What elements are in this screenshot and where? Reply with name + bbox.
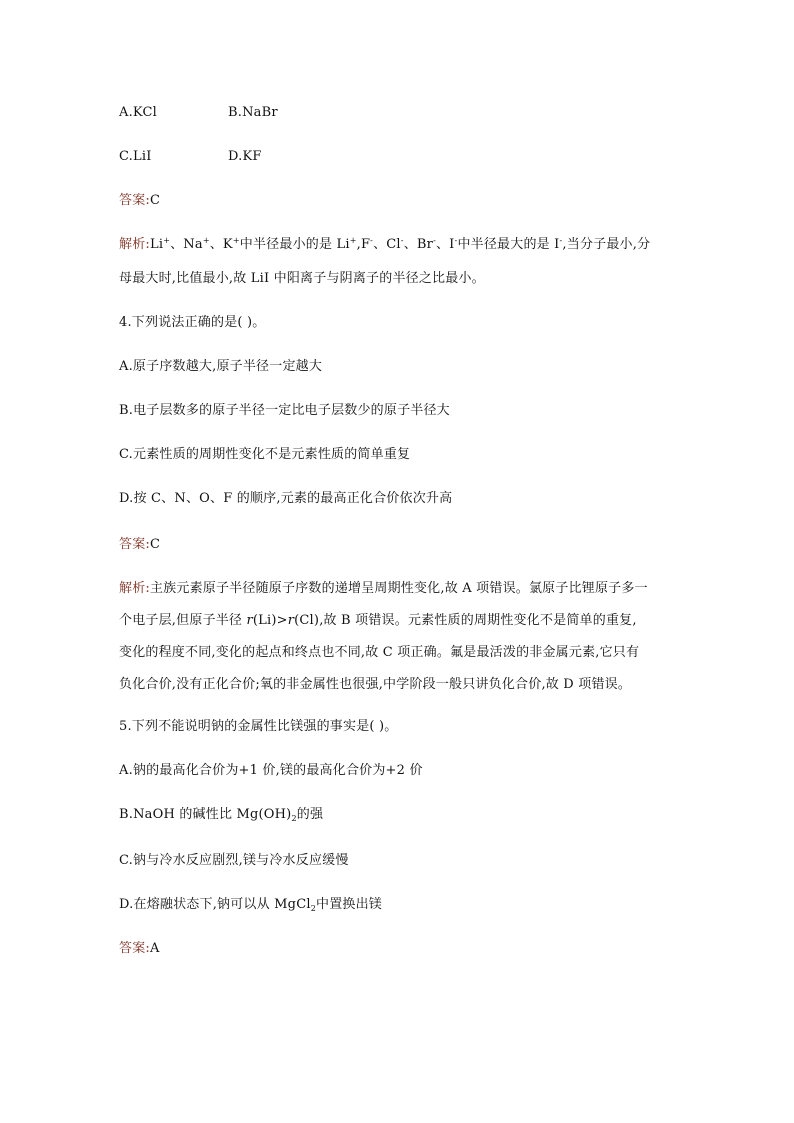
answer-label: 答案: — [119, 941, 150, 956]
q5-answer — [119, 940, 160, 958]
q4-analysis-line-1 — [119, 580, 648, 598]
q3-option-row-1 — [119, 104, 157, 122]
charge-plus: + — [232, 236, 240, 245]
q3-option-a: A.KCl — [119, 105, 157, 120]
option-text: 的强 — [296, 807, 324, 822]
ion-k: 、K — [209, 237, 233, 252]
subscript: 2 — [291, 814, 297, 823]
q3-option-b: B.NaBr — [228, 105, 278, 120]
q4-option-a — [119, 358, 322, 376]
question-stem: 5.下列不能说明钠的金属性比镁强的事实是( )。 — [119, 719, 398, 734]
option-text: 中置换出镁 — [316, 897, 383, 912]
q3-analysis-line-1 — [119, 236, 650, 254]
answer-value: A — [149, 941, 160, 956]
charge-plus: + — [349, 236, 357, 245]
q3-answer — [119, 192, 160, 210]
radius-symbol: r — [287, 613, 295, 628]
subscript: 2 — [310, 904, 316, 913]
q4-analysis-line-4 — [119, 676, 631, 694]
analysis-text: 主族元素原子半径随原子序数的递增呈周期性变化,故 A 项错误。氯原子比锂原子多一 — [149, 581, 648, 596]
charge-minus: - — [559, 236, 563, 245]
q5-option-d — [119, 896, 382, 914]
analysis-text: 负化合价,没有正化合价;氧的非金属性也很强,中学阶段一般只讲负化合价,故 D 项错误。 — [119, 677, 632, 692]
q5-option-c — [119, 852, 349, 870]
q4-option-b — [119, 402, 450, 420]
q4-option-c — [119, 446, 410, 464]
option-text: B.电子层数多的原子半径一定比电子层数少的原子半径大 — [119, 403, 450, 418]
option-text: B.NaOH 的碱性比 Mg(OH) — [119, 807, 292, 822]
ion-i: 、I — [435, 237, 455, 252]
ion-li: Li — [149, 237, 164, 252]
option-text: A.原子序数越大,原子半径一定越大 — [119, 359, 323, 374]
q5-stem — [119, 718, 397, 736]
ion-f: ,F — [356, 237, 371, 252]
q3-option-row-2 — [119, 148, 152, 166]
q3-option-c: C.LiI — [119, 149, 152, 164]
text-mid: 中半径最小的是 Li — [239, 237, 350, 252]
question-stem: 4.下列说法正确的是( )。 — [119, 315, 266, 330]
ion-cl: 、Cl — [373, 237, 401, 252]
analysis-label: 解析: — [119, 581, 150, 596]
q3-option-d-wrap — [228, 148, 262, 166]
ion-na: 、Na — [170, 237, 203, 252]
analysis-label: 解析: — [119, 237, 150, 252]
analysis-text: (Li)> — [252, 613, 288, 628]
q4-answer — [119, 536, 160, 554]
analysis-text: 变化的程度不同,变化的起点和终点也不同,故 C 项正确。氟是最活泼的非金属元素,它只有 — [119, 645, 640, 660]
option-text: A.钠的最高化合价为+1 价,镁的最高化合价为+2 价 — [119, 763, 423, 778]
ion-br: 、Br — [403, 237, 434, 252]
q4-option-d — [119, 490, 452, 508]
option-text: D.按 C、N、O、F 的顺序,元素的最高正化合价依次升高 — [119, 491, 453, 506]
q3-option-d: D.KF — [228, 149, 262, 164]
q5-option-b — [119, 806, 323, 824]
q4-stem — [119, 314, 265, 332]
charge-plus: + — [202, 236, 210, 245]
option-text: C.钠与冷水反应剧烈,镁与冷水反应缓慢 — [119, 853, 349, 868]
q5-option-a — [119, 762, 423, 780]
text-end: ,当分子最小,分 — [562, 237, 651, 252]
text-mid2: 中半径最大的是 I — [457, 237, 560, 252]
charge-minus: - — [400, 236, 404, 245]
q4-analysis-line-2 — [119, 612, 637, 630]
charge-minus: - — [433, 236, 436, 245]
option-text: C.元素性质的周期性变化不是元素性质的简单重复 — [119, 447, 411, 462]
charge-plus: + — [163, 236, 171, 245]
answer-label: 答案: — [119, 193, 150, 208]
answer-value: C — [149, 193, 161, 208]
charge-minus: - — [370, 236, 374, 245]
charge-minus: - — [454, 236, 458, 245]
answer-value: C — [149, 537, 161, 552]
analysis-text: 母最大时,比值最小,故 LiI 中阳离子与阴离子的半径之比最小。 — [119, 271, 485, 286]
radius-symbol: r — [246, 613, 253, 628]
option-text: D.在熔融状态下,钠可以从 MgCl — [119, 897, 311, 912]
analysis-text: 个电子层,但原子半径 — [119, 613, 247, 628]
analysis-text: (Cl),故 B 项错误。元素性质的周期性变化不是简单的重复, — [294, 613, 637, 628]
q3-analysis-line-2 — [119, 270, 485, 288]
answer-label: 答案: — [119, 537, 150, 552]
q4-analysis-line-3 — [119, 644, 639, 662]
q3-option-b-wrap — [228, 104, 278, 122]
